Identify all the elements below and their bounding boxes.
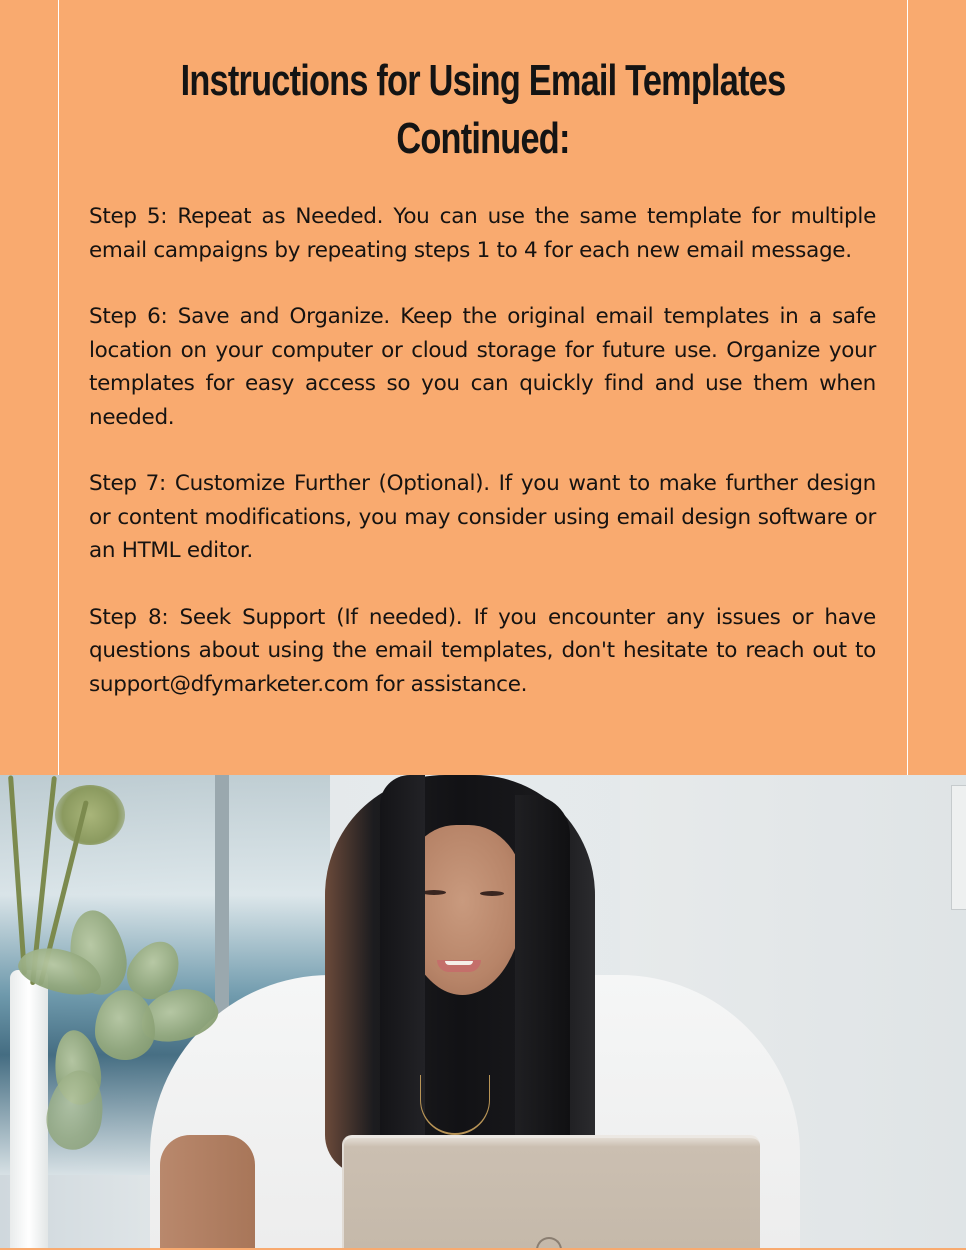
step-8-paragraph: Step 8: Seek Support (If needed). If you encounter any issues or have questions about using the email templates, don't hesitate to reach out to support@dfymarketer.com for assistance.: [89, 604, 876, 697]
right-border-line: [907, 0, 908, 775]
title-line-1: Instructions for Using Email Templates: [180, 56, 786, 105]
woman-laptop-photo: [0, 775, 966, 1248]
photo-eye-right: [480, 891, 504, 896]
photo-vase: [10, 970, 48, 1248]
instructions-body: [89, 200, 876, 734]
left-border-line: [58, 0, 59, 775]
step-6-paragraph: Step 6: Save and Organize. Keep the original email templates in a safe location on your computer or cloud storage for future use. Organize your templates for easy access so you can quickly find and use them when needed.: [89, 304, 876, 430]
photo-hair-strand-left: [380, 775, 425, 1195]
step-5-paragraph: Step 5: Repeat as Needed. You can use the same template for multiple email campaigns by repeating steps 1 to 4 for each new email message.: [89, 204, 876, 263]
photo-bokeh: [55, 785, 125, 845]
photo-arm: [160, 1135, 255, 1248]
photo-light-switch: [951, 785, 966, 910]
title-line-2: Continued:: [396, 114, 570, 163]
page-title: [176, 52, 789, 168]
photo-laptop: [342, 1135, 760, 1248]
photo-teeth: [445, 961, 473, 965]
photo-eye-left: [422, 890, 446, 895]
step-7-paragraph: Step 7: Customize Further (Optional). If you want to make further design or content modifications, you may consider using email design software or an HTML editor.: [89, 471, 876, 563]
